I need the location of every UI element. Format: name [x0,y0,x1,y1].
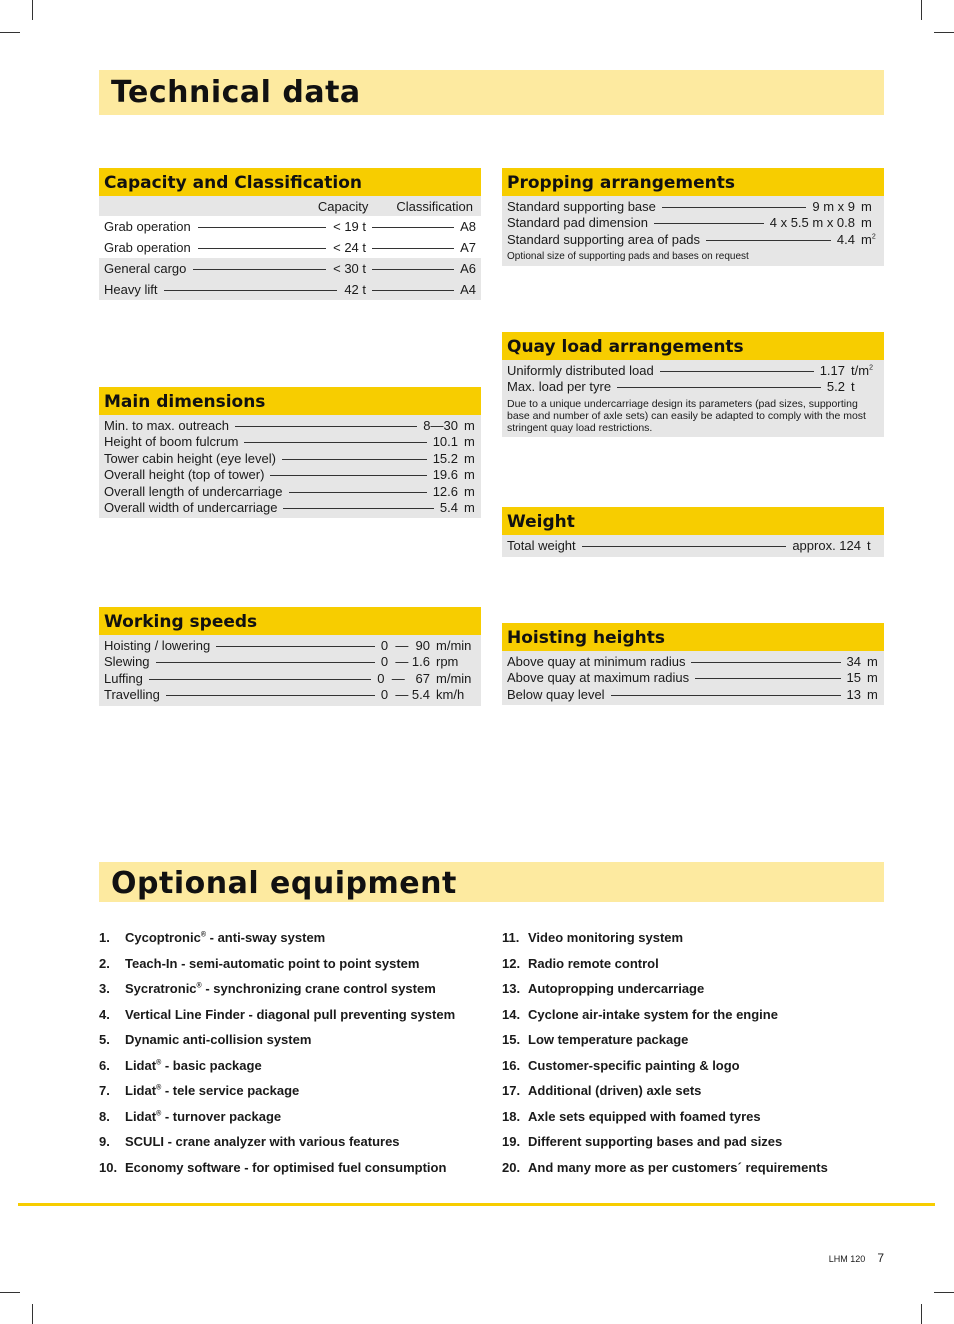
row-label: Grab operation [104,240,191,255]
leader-line [372,269,454,270]
row-value: 0 — 90 [380,637,430,653]
leader-line [372,248,454,249]
item-name: Lidat [125,1083,157,1098]
row-value: 15.2 [432,450,458,466]
list-item [502,956,882,982]
list-item [502,1083,882,1109]
capacity-row [99,216,481,237]
hoisting-heights-body [502,651,884,705]
list-item [502,981,882,1007]
leader-line [216,646,375,647]
registered-mark: ® [200,931,207,939]
leader-line [156,662,375,663]
leader-line [193,269,326,270]
item-text: Customer-specific painting & logo [528,1057,740,1073]
hoisting-heights-section [502,623,884,705]
registered-mark: ® [196,982,202,990]
row-unit: m [464,467,475,483]
row-unit-text: m [861,198,872,214]
item-number: 1. [99,930,110,945]
registered-mark: ® [156,1110,162,1118]
leader-line [166,695,375,696]
hoisting-heights-title: Hoisting heights [502,623,884,651]
spec-row [502,231,884,248]
row-unit: m [464,417,475,433]
leader-line [654,223,764,224]
list-item [502,930,882,956]
item-text: And many more as per customers´ requirements [528,1159,828,1175]
spec-row [502,653,884,670]
item-text [125,1032,311,1058]
main-dimensions-body [99,415,481,518]
leader-line [282,459,427,460]
item-name: Cycoptronic [125,930,201,945]
capacity-title: Capacity and Classification [99,168,481,196]
list-item [502,1032,882,1058]
footer-rule [18,1203,935,1206]
weight-section [502,507,884,557]
row-label: Slewing [104,654,150,670]
crop-mark [0,1292,20,1293]
row-label: Standard supporting base [507,198,656,214]
leader-line [706,240,831,241]
row-class: A7 [460,240,476,255]
item-number: 11. [502,930,520,945]
row-unit: m [867,653,878,669]
row-value: 0 — 67 [377,670,430,686]
item-number: 4. [99,1006,110,1022]
row-unit: t [867,537,871,553]
row-value: 0 — 5.4 [380,687,430,703]
capacity-row [99,258,481,279]
capacity-col-label: Capacity [317,198,369,214]
row-label: Grab operation [104,219,191,234]
row-class: A6 [460,261,476,276]
spec-row [99,450,481,467]
spec-row [502,537,884,554]
crop-mark [934,1292,954,1293]
row-unit [855,215,879,230]
item-desc: - synchronizing crane control system [201,981,436,996]
row-capacity: < 30 t [333,261,366,276]
leader-line [198,248,326,249]
item-name: Vertical Line Finder - diagonal pull preventing system [125,1006,456,1022]
spec-row [99,637,481,654]
spec-row [502,686,884,703]
item-text [125,1134,400,1160]
item-name: Sycratronic [125,981,197,996]
capacity-row [99,237,481,258]
row-unit [845,379,879,394]
item-text [125,981,436,1007]
spec-row [502,198,884,215]
row-unit-text: t [851,379,855,395]
row-label: Tower cabin height (eye level) [104,450,276,466]
spec-row [99,434,481,451]
crop-mark [32,0,33,20]
row-unit-text: t/m [851,362,870,378]
item-number: 10. [99,1159,118,1175]
list-item [99,1032,489,1058]
row-unit-text: m [861,231,872,247]
item-text: Low temperature package [528,1032,689,1047]
row-unit [855,232,879,247]
optional-equipment-heading: Optional equipment [111,866,457,901]
row-unit: m [464,434,475,450]
leader-line [660,371,814,372]
list-item [99,956,489,982]
leader-line [691,662,840,663]
row-unit: m [867,686,878,702]
row-class: A4 [460,282,476,297]
list-item [502,1134,882,1160]
leader-line [244,442,426,443]
row-label: General cargo [104,261,187,276]
crop-mark [921,0,922,20]
leader-line [662,207,806,208]
quay-load-section [502,332,884,437]
item-text: Video monitoring system [528,930,684,945]
row-label: Overall width of undercarriage [104,500,278,516]
item-number: 18. [502,1108,521,1124]
row-capacity: < 19 t [333,219,366,234]
registered-mark: ® [156,1059,162,1067]
list-item [99,1058,489,1084]
item-text [125,1109,281,1135]
item-number: 9. [99,1134,110,1149]
list-item [99,930,489,956]
spec-row [502,670,884,687]
list-item [502,1109,882,1135]
row-unit: m [464,500,475,516]
optional-list-right [502,930,882,1185]
unit-superscript: 2 [871,233,876,241]
quay-load-note: Due to a unique undercarriage design its parameters (pad sizes, supporting base and number of axle sets) can easily be adapted to comply with the most stringent quay load restrictions. [507,398,866,434]
row-value: 13 [846,686,861,702]
page-footer [829,1251,884,1265]
row-value: 9 m x 9 [812,198,855,214]
spec-row [99,467,481,484]
quay-load-body [502,360,884,437]
leader-line [611,695,841,696]
row-value: 8—30 [423,417,458,433]
row-value: 10.1 [432,434,458,450]
leader-line [283,508,434,509]
row-unit [845,363,879,378]
item-number: 2. [99,955,110,971]
optional-list-left [99,930,489,1185]
item-desc: - turnover package [161,1108,282,1124]
item-number: 12. [502,955,521,971]
crop-mark [32,1304,33,1324]
row-unit: rpm [436,654,459,670]
row-capacity: < 24 t [333,240,366,255]
spec-row [502,215,884,232]
unit-superscript: 2 [869,364,873,372]
crop-mark [0,32,20,33]
row-unit: km/h [436,687,465,703]
item-name: Economy software - for optimised fuel consumption [125,1159,447,1175]
propping-body [502,196,884,266]
item-number: 8. [99,1108,110,1124]
row-value: 5.4 [439,500,458,516]
item-name: Dynamic anti-collision system [125,1032,312,1047]
list-item [99,1083,489,1109]
row-value: 34 [846,653,861,669]
item-text: Autopropping undercarriage [528,981,705,996]
leader-line [372,290,454,291]
leader-line [198,227,326,228]
item-number: 3. [99,981,110,996]
leader-line [235,426,417,427]
list-item [99,1134,489,1160]
row-unit: m/min [436,670,472,686]
item-number: 5. [99,1032,110,1047]
item-name: Lidat [125,1108,157,1124]
leader-line [149,679,371,680]
item-desc: - basic package [161,1057,262,1073]
spec-row [99,670,481,687]
item-number: 13. [502,981,521,996]
spec-row [99,417,481,434]
row-value: 19.6 [432,467,458,483]
propping-note: Optional size of supporting pads and bases on request [507,250,749,262]
item-name: Teach-In - semi-automatic point to point system [125,955,420,971]
crop-mark [934,32,954,33]
item-number: 7. [99,1083,110,1098]
item-text [125,956,419,982]
list-item [99,1109,489,1135]
item-text [125,930,325,956]
row-unit: m [464,483,475,499]
technical-data-heading: Technical data [111,75,361,110]
row-unit: m [464,450,475,466]
optional-equipment-banner [99,862,884,902]
row-value: 4.4 [836,231,855,247]
registered-mark: ® [156,1084,162,1092]
spec-row [99,687,481,704]
item-text: Additional (driven) axle sets [528,1083,702,1098]
leader-line [164,290,337,291]
row-label: Min. to max. outreach [104,417,229,433]
row-label: Travelling [104,687,160,703]
item-text: Cyclone air-intake system for the engine [528,1006,778,1022]
item-text: Axle sets equipped with foamed tyres [528,1108,761,1124]
row-label: Above quay at maximum radius [507,670,690,686]
list-item [502,1058,882,1084]
row-label: Overall height (top of tower) [104,467,265,483]
row-label: Below quay level [507,686,605,702]
item-text [125,1083,299,1109]
quay-load-title: Quay load arrangements [502,332,884,360]
row-unit: m [867,670,878,686]
row-value: 4 x 5.5 m x 0.8 [769,215,855,231]
propping-section [502,168,884,266]
row-label: Total weight [507,537,576,553]
crop-mark [921,1304,922,1324]
item-number: 16. [502,1057,521,1073]
capacity-header [99,196,481,216]
weight-body [502,535,884,557]
working-speeds-body [99,635,481,706]
working-speeds-section [99,607,481,706]
leader-line [372,227,454,228]
row-unit: m/min [436,637,472,653]
row-label: Max. load per tyre [507,379,612,395]
item-number: 14. [502,1006,521,1022]
item-number: 19. [502,1134,521,1149]
main-dimensions-title: Main dimensions [99,387,481,415]
item-name: Lidat [125,1057,157,1073]
leader-line [270,475,426,476]
main-dimensions-section [99,387,481,518]
document-code: LHM 120 [828,1254,866,1264]
row-value: 0 — 1.6 [380,654,430,670]
item-text [125,1160,446,1186]
spec-row [502,362,884,379]
row-unit [855,199,879,214]
list-item [99,1160,489,1186]
capacity-section [99,168,481,300]
list-item [99,1007,489,1033]
spec-row [99,483,481,500]
item-number: 17. [502,1083,521,1098]
row-capacity: 42 t [344,282,366,297]
row-value: approx. 124 [792,537,861,553]
row-label: Standard pad dimension [507,215,648,231]
item-text [125,1007,455,1033]
page-number: 7 [877,1251,884,1265]
item-text [125,1058,262,1084]
row-label: Hoisting / lowering [104,637,211,653]
row-label: Luffing [104,670,143,686]
spec-row [99,500,481,517]
row-label: Standard supporting area of pads [507,231,700,247]
list-item [502,1160,882,1186]
capacity-row [99,279,481,300]
row-label: Heavy lift [104,282,158,297]
leader-line [289,492,427,493]
row-value: 5.2 [826,379,845,395]
row-label: Above quay at minimum radius [507,653,686,669]
classification-col-label: Classification [396,198,473,214]
leader-line [582,546,787,547]
propping-title: Propping arrangements [502,168,884,196]
item-number: 20. [502,1159,521,1175]
leader-line [617,387,821,388]
list-item [99,981,489,1007]
spec-row [502,379,884,396]
item-desc: - anti-sway system [206,930,326,945]
row-label: Overall length of undercarriage [104,483,283,499]
row-label: Height of boom fulcrum [104,434,239,450]
row-label: Uniformly distributed load [507,362,654,378]
row-value: 15 [846,670,861,686]
list-item [502,1007,882,1033]
weight-title: Weight [502,507,884,535]
row-unit-text: m [861,215,872,231]
row-class: A8 [460,219,476,234]
item-desc: - tele service package [161,1083,300,1098]
leader-line [695,678,840,679]
item-text: Radio remote control [528,955,659,971]
item-number: 15. [502,1032,521,1047]
technical-data-banner [99,70,884,115]
item-name: SCULI - crane analyzer with various features [125,1134,400,1149]
item-number: 6. [99,1057,110,1073]
item-text: Different supporting bases and pad sizes [528,1134,783,1149]
spec-row [99,654,481,671]
working-speeds-title: Working speeds [99,607,481,635]
row-value: 1.17 [819,362,845,378]
row-value: 12.6 [432,483,458,499]
